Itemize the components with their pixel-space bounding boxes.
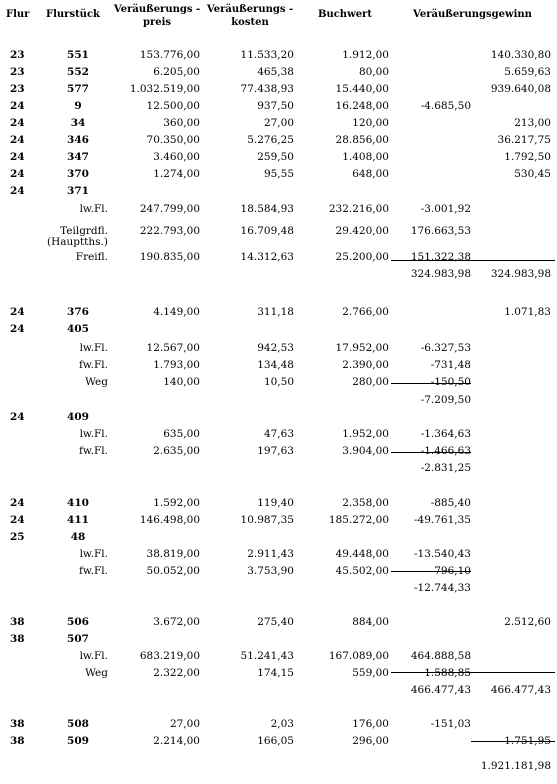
header-buchwert: Buchwert	[318, 9, 372, 20]
gewinn-cell: 796,10	[434, 565, 471, 577]
table-row	[0, 357, 557, 373]
buchwert-cell: 49.448,00	[335, 548, 389, 560]
header-kosten-line1: Veräußerungs -	[206, 4, 294, 15]
preis-cell: 146.498,00	[139, 514, 200, 526]
gewinn-cell: -1.364,63	[420, 428, 471, 440]
subarea-cell: lw.Fl.	[79, 650, 108, 662]
kosten-cell: 3.753,90	[247, 565, 294, 577]
buchwert-cell: 296,00	[352, 735, 389, 747]
gewinn-cell: -13.540,43	[414, 548, 471, 560]
buchwert-cell: 25.200,00	[335, 251, 389, 263]
preis-cell: 1.793,00	[153, 359, 200, 371]
subarea-cell: Weg	[85, 667, 108, 679]
buchwert-cell: 15.440,00	[335, 83, 389, 95]
table-row	[0, 183, 557, 199]
gewinn-cell: -6.327,53	[420, 342, 471, 354]
preis-cell: 6.205,00	[153, 66, 200, 78]
flurstueck-cell: 410	[67, 497, 89, 509]
sum-rule	[391, 672, 471, 673]
kosten-cell: 95,55	[263, 168, 294, 180]
gewinn-cell: -885,40	[430, 497, 471, 509]
table-row	[0, 249, 557, 265]
preis-cell: 683.219,00	[139, 650, 200, 662]
flur-cell: 24	[10, 306, 25, 318]
buchwert-cell: 17.952,00	[335, 342, 389, 354]
gewinn-cell: -7.209,50	[420, 394, 471, 406]
kosten-cell: 16.709,48	[240, 225, 294, 237]
sum-rule	[471, 672, 555, 673]
table-row	[0, 614, 557, 630]
subarea-cell: Weg	[85, 376, 108, 388]
buchwert-cell: 1.912,00	[342, 49, 389, 61]
gewinn-total-cell: 36.217,75	[497, 134, 551, 146]
buchwert-cell: 176,00	[352, 718, 389, 730]
buchwert-cell: 559,00	[352, 667, 389, 679]
gewinn-total-cell: 1.792,50	[504, 151, 551, 163]
flurstueck-cell: 577	[67, 83, 89, 95]
flur-cell: 25	[10, 531, 25, 543]
table-row	[0, 665, 557, 681]
kosten-cell: 942,53	[257, 342, 294, 354]
table-row	[0, 374, 557, 390]
flurstueck-cell: 34	[70, 117, 86, 129]
kosten-cell: 465,38	[257, 66, 294, 78]
table-row	[0, 392, 557, 408]
flurstueck-cell: 371	[67, 185, 89, 197]
buchwert-cell: 167.089,00	[328, 650, 389, 662]
table-row	[0, 234, 557, 250]
table-row	[0, 340, 557, 356]
gewinn-cell: -731,48	[430, 359, 471, 371]
subarea-cell: lw.Fl.	[79, 428, 108, 440]
flurstueck-cell: 370	[67, 168, 89, 180]
flur-cell: 24	[10, 168, 25, 180]
flur-cell: 38	[10, 633, 25, 645]
header-kosten	[205, 3, 295, 29]
gewinn-cell: -150,50	[430, 376, 471, 388]
kosten-cell: 937,50	[257, 100, 294, 112]
gewinn-total-cell: 1.071,83	[504, 306, 551, 318]
flur-cell: 24	[10, 514, 25, 526]
gewinn-cell: 1.588,85	[424, 667, 471, 679]
subarea-cell: fw.Fl.	[79, 565, 108, 577]
table-row	[0, 409, 557, 425]
flur-cell: 24	[10, 134, 25, 146]
kosten-cell: 311,18	[257, 306, 294, 318]
gewinn-total-cell: 530,45	[514, 168, 551, 180]
subarea-cell: lw.Fl.	[79, 203, 108, 215]
header-gewinn: Veräußerungsgewinn	[413, 9, 532, 20]
sum-rule	[391, 260, 471, 261]
kosten-cell: 197,63	[257, 445, 294, 457]
table-row	[0, 716, 557, 732]
table-row	[0, 266, 557, 282]
preis-cell: 190.835,00	[139, 251, 200, 263]
table-row	[0, 631, 557, 647]
gewinn-cell: 464.888,58	[410, 650, 471, 662]
table-row	[0, 512, 557, 528]
gewinn-cell: 151.322,38	[410, 251, 471, 263]
table-row	[0, 81, 557, 97]
flur-cell: 24	[10, 185, 25, 197]
gewinn-total-cell: 324.983,98	[490, 268, 551, 280]
preis-cell: 38.819,00	[146, 548, 200, 560]
buchwert-cell: 884,00	[352, 616, 389, 628]
flur-cell: 38	[10, 735, 25, 747]
subarea-cell: (Hauptths.)	[46, 236, 108, 248]
buchwert-cell: 45.502,00	[335, 565, 389, 577]
kosten-cell: 119,40	[257, 497, 294, 509]
gewinn-total-cell: 5.659,63	[504, 66, 551, 78]
header-flur: Flur	[6, 9, 30, 20]
subarea-cell: Teilgrdfl.	[60, 225, 108, 237]
flurstueck-cell: 405	[67, 323, 89, 335]
table-row	[0, 64, 557, 80]
flur-cell: 24	[10, 411, 25, 423]
kosten-cell: 14.312,63	[240, 251, 294, 263]
buchwert-cell: 2.766,00	[342, 306, 389, 318]
kosten-cell: 259,50	[257, 151, 294, 163]
table-row	[0, 426, 557, 442]
preis-cell: 4.149,00	[153, 306, 200, 318]
flurstueck-cell: 347	[67, 151, 89, 163]
kosten-cell: 2,03	[270, 718, 294, 730]
preis-cell: 3.672,00	[153, 616, 200, 628]
flur-cell: 23	[10, 66, 25, 78]
gewinn-cell: 466.477,43	[410, 684, 471, 696]
kosten-cell: 174,15	[257, 667, 294, 679]
preis-cell: 1.592,00	[153, 497, 200, 509]
preis-cell: 12.567,00	[146, 342, 200, 354]
preis-cell: 1.274,00	[153, 168, 200, 180]
flurstueck-cell: 409	[67, 411, 89, 423]
table-row	[0, 201, 557, 217]
flurstueck-cell: 48	[70, 531, 86, 543]
kosten-cell: 51.241,43	[240, 650, 294, 662]
gewinn-cell: -1.466,63	[420, 445, 471, 457]
gewinn-total-cell: 2.512,60	[504, 616, 551, 628]
preis-cell: 12.500,00	[146, 100, 200, 112]
kosten-cell: 77.438,93	[240, 83, 294, 95]
sum-rule	[391, 571, 471, 572]
kosten-cell: 166,05	[257, 735, 294, 747]
kosten-cell: 11.533,20	[240, 49, 294, 61]
table-row	[0, 115, 557, 131]
buchwert-cell: 2.358,00	[342, 497, 389, 509]
flurstueck-cell: 509	[67, 735, 89, 747]
kosten-cell: 27,00	[263, 117, 294, 129]
flur-cell: 24	[10, 323, 25, 335]
preis-cell: 247.799,00	[139, 203, 200, 215]
gewinn-total-cell: 1.751,95	[504, 735, 551, 747]
table-row	[0, 460, 557, 476]
sum-rule	[471, 741, 555, 742]
gewinn-cell: -3.001,92	[420, 203, 471, 215]
buchwert-cell: 648,00	[352, 168, 389, 180]
flurstueck-cell: 507	[67, 633, 89, 645]
preis-cell: 1.032.519,00	[129, 83, 200, 95]
flur-cell: 24	[10, 117, 25, 129]
preis-cell: 70.350,00	[146, 134, 200, 146]
preis-cell: 635,00	[163, 428, 200, 440]
table-row	[0, 166, 557, 182]
header-preis-line2: preis	[142, 17, 172, 28]
preis-cell: 2.635,00	[153, 445, 200, 457]
table-row	[0, 758, 557, 774]
gewinn-cell: -4.685,50	[420, 100, 471, 112]
preis-cell: 27,00	[169, 718, 200, 730]
subarea-cell: Freifl.	[75, 251, 108, 263]
gewinn-cell: -12.744,33	[414, 582, 471, 594]
flurstueck-cell: 508	[67, 718, 89, 730]
buchwert-cell: 28.856,00	[335, 134, 389, 146]
sum-rule	[391, 452, 471, 453]
kosten-cell: 10.987,35	[240, 514, 294, 526]
preis-cell: 153.776,00	[139, 49, 200, 61]
subarea-cell: lw.Fl.	[79, 548, 108, 560]
preis-cell: 2.322,00	[153, 667, 200, 679]
table-row	[0, 529, 557, 545]
buchwert-cell: 1.408,00	[342, 151, 389, 163]
table-row	[0, 563, 557, 579]
flur-cell: 38	[10, 616, 25, 628]
gewinn-cell: 176.663,53	[410, 225, 471, 237]
kosten-cell: 275,40	[257, 616, 294, 628]
subarea-cell: fw.Fl.	[79, 445, 108, 457]
flurstueck-cell: 506	[67, 616, 89, 628]
gewinn-total-cell: 213,00	[514, 117, 551, 129]
gewinn-total-cell: 466.477,43	[490, 684, 551, 696]
buchwert-cell: 280,00	[352, 376, 389, 388]
flur-cell: 23	[10, 83, 25, 95]
table-row	[0, 321, 557, 337]
gewinn-total-cell: 1.921.181,98	[480, 760, 551, 772]
kosten-cell: 2.911,43	[247, 548, 294, 560]
buchwert-cell: 185.272,00	[328, 514, 389, 526]
table-row	[0, 648, 557, 664]
flur-cell: 24	[10, 497, 25, 509]
gewinn-total-cell: 140.330,80	[490, 49, 551, 61]
kosten-cell: 10,50	[263, 376, 294, 388]
buchwert-cell: 29.420,00	[335, 225, 389, 237]
subarea-cell: fw.Fl.	[79, 359, 108, 371]
flur-cell: 24	[10, 151, 25, 163]
buchwert-cell: 232.216,00	[328, 203, 389, 215]
header-kosten-line2: kosten	[231, 17, 269, 28]
sum-rule	[471, 260, 555, 261]
flurstueck-cell: 411	[67, 514, 89, 526]
table-row	[0, 546, 557, 562]
gewinn-cell: -2.831,25	[420, 462, 471, 474]
flurstueck-cell: 551	[67, 49, 89, 61]
flurstueck-cell: 376	[67, 306, 89, 318]
gewinn-total-cell: 939.640,08	[490, 83, 551, 95]
gewinn-cell: 324.983,98	[410, 268, 471, 280]
flur-cell: 23	[10, 49, 25, 61]
kosten-cell: 134,48	[257, 359, 294, 371]
preis-cell: 2.214,00	[153, 735, 200, 747]
buchwert-cell: 16.248,00	[335, 100, 389, 112]
header-preis-line1: Veräußerungs -	[113, 4, 201, 15]
sum-rule	[391, 383, 471, 384]
table-row	[0, 132, 557, 148]
flurstueck-cell: 346	[67, 134, 89, 146]
gewinn-cell: -49.761,35	[414, 514, 471, 526]
buchwert-cell: 80,00	[358, 66, 389, 78]
preis-cell: 3.460,00	[153, 151, 200, 163]
subarea-cell: lw.Fl.	[79, 342, 108, 354]
kosten-cell: 18.584,93	[240, 203, 294, 215]
preis-cell: 140,00	[163, 376, 200, 388]
table-row	[0, 47, 557, 63]
buchwert-cell: 1.952,00	[342, 428, 389, 440]
header-preis	[112, 3, 202, 29]
table-row	[0, 443, 557, 459]
flur-cell: 38	[10, 718, 25, 730]
header-flurstueck: Flurstück	[46, 9, 100, 20]
preis-cell: 222.793,00	[139, 225, 200, 237]
flurstueck-cell: 552	[67, 66, 89, 78]
preis-cell: 360,00	[163, 117, 200, 129]
flurstueck-cell: 9	[74, 100, 82, 112]
preis-cell: 50.052,00	[146, 565, 200, 577]
kosten-cell: 47,63	[263, 428, 294, 440]
table-row	[0, 98, 557, 114]
buchwert-cell: 2.390,00	[342, 359, 389, 371]
table-row	[0, 580, 557, 596]
gewinn-cell: -151,03	[430, 718, 471, 730]
table-row	[0, 304, 557, 320]
buchwert-cell: 120,00	[352, 117, 389, 129]
table-row	[0, 149, 557, 165]
kosten-cell: 5.276,25	[247, 134, 294, 146]
buchwert-cell: 3.904,00	[342, 445, 389, 457]
table-row	[0, 682, 557, 698]
table-row	[0, 495, 557, 511]
flur-cell: 24	[10, 100, 25, 112]
